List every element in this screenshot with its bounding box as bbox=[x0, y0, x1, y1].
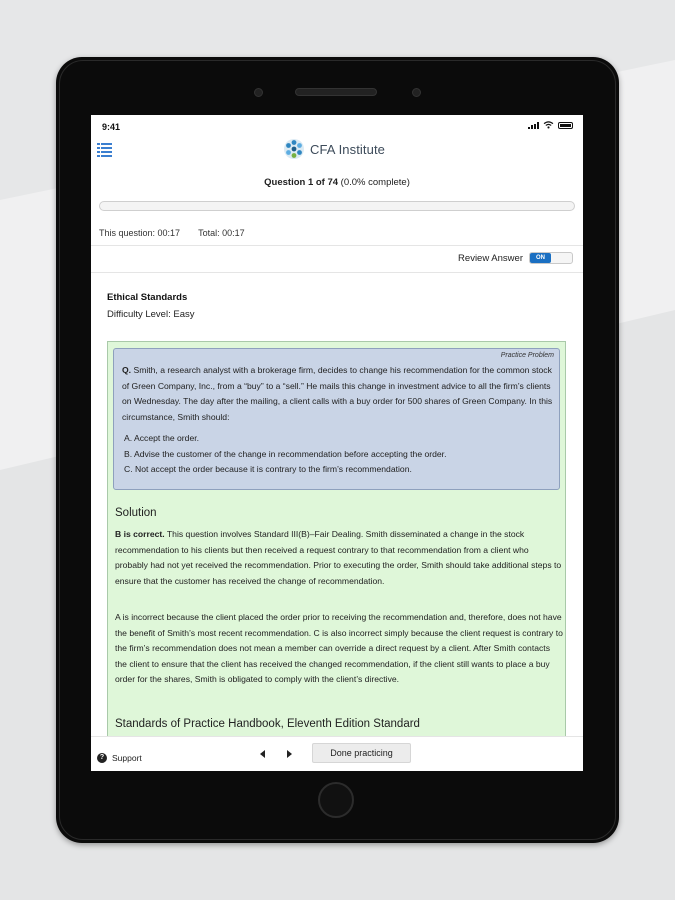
divider bbox=[91, 272, 583, 273]
solution-heading: Solution bbox=[115, 507, 157, 519]
difficulty-level: Difficulty Level: Easy bbox=[107, 309, 195, 320]
question-timer: This question: 00:17 bbox=[99, 228, 181, 238]
question-stem-text: Smith, a research analyst with a brokerage firm, decides to change his recommendation for the common stock of Green Company, Inc., from a “buy” to a “sell.” He mails this change in investment advice to all the firm’s clients on Wednesday. The day after the mailing, a client calls with a buy order for 500 shares of Green Company. In this circumstance, Smith should: bbox=[122, 365, 553, 422]
tablet-camera-left bbox=[254, 88, 263, 97]
app-screen bbox=[91, 115, 583, 771]
chevron-right-icon[interactable] bbox=[283, 748, 295, 760]
done-practicing-button[interactable]: Done practicing bbox=[312, 743, 411, 763]
chevron-left-icon[interactable] bbox=[257, 748, 269, 760]
tablet-speaker bbox=[295, 88, 377, 96]
answer-option[interactable]: A. Accept the order. bbox=[124, 433, 200, 443]
home-button[interactable] bbox=[318, 782, 354, 818]
practice-problem-tag: Practice Problem bbox=[500, 352, 554, 359]
toggle-on-label: ON bbox=[530, 253, 551, 263]
signal-icon bbox=[528, 122, 539, 129]
bottom-toolbar bbox=[91, 736, 583, 771]
solution-explanation: This question involves Standard III(B)–Fair Dealing. Smith disseminated a change in the stock recommendation to his clients but then received a request contrary to that recommendation from a client who probably had not yet received the recommendation. Prior to executing the order, Smith should take additional steps to ensure that the customer has received the change of recommendation. bbox=[115, 529, 562, 586]
cfa-logo-icon bbox=[283, 138, 305, 160]
tablet-camera-right bbox=[412, 88, 421, 97]
correct-answer: B is correct. bbox=[115, 529, 165, 539]
question-prefix: Q. bbox=[122, 365, 132, 375]
timers bbox=[99, 228, 245, 238]
menu-icon[interactable] bbox=[97, 142, 112, 157]
cfa-logo bbox=[283, 138, 385, 160]
support-link[interactable] bbox=[97, 753, 142, 763]
total-timer: Total: 00:17 bbox=[198, 228, 245, 238]
review-answer-toggle[interactable] bbox=[529, 252, 573, 264]
practice-problem-box bbox=[113, 348, 560, 490]
battery-icon bbox=[558, 122, 573, 129]
progress-bar bbox=[99, 201, 575, 211]
wifi-icon bbox=[543, 121, 554, 129]
review-answer-label: Review Answer bbox=[458, 252, 523, 264]
question-topic: Ethical Standards bbox=[107, 292, 188, 303]
question-count: Question 1 of 74 bbox=[264, 177, 339, 188]
review-answer-row bbox=[458, 252, 573, 264]
solution-paragraph bbox=[115, 527, 563, 589]
status-time: 9:41 bbox=[102, 122, 121, 132]
answer-option[interactable]: B. Advise the customer of the change in recommendation before accepting the order. bbox=[124, 448, 447, 459]
divider bbox=[91, 245, 583, 246]
logo-text: CFA Institute bbox=[310, 141, 386, 157]
status-icons bbox=[528, 121, 573, 129]
question-stem bbox=[122, 363, 554, 425]
answer-option[interactable]: C. Not accept the order because it is contrary to the firm’s recommendation. bbox=[124, 464, 412, 474]
progress-percent-text: (0.0% complete) bbox=[338, 177, 410, 188]
handbook-heading: Standards of Practice Handbook, Eleventh Edition Standard bbox=[115, 718, 420, 730]
help-icon: ? bbox=[97, 753, 107, 763]
support-label: Support bbox=[112, 753, 142, 763]
answer-options bbox=[124, 431, 554, 478]
question-content bbox=[107, 341, 566, 771]
solution-paragraph-2: A is incorrect because the client placed the order prior to receiving the recommendation and, therefore, does not have the benefit of Smith’s most recent recommendation. C is also incorrect simply because the client request is contrary to the firm’s recommendation does not mean a member can override a direct request by a client. After Smith contacts the client to ensure that the client has received the changed recommendation, if the client still wants to place a buy order for the shares, Smith is obligated to comply with the client’s directive. bbox=[115, 612, 563, 684]
status-bar bbox=[91, 115, 583, 137]
question-progress-label bbox=[91, 177, 583, 188]
